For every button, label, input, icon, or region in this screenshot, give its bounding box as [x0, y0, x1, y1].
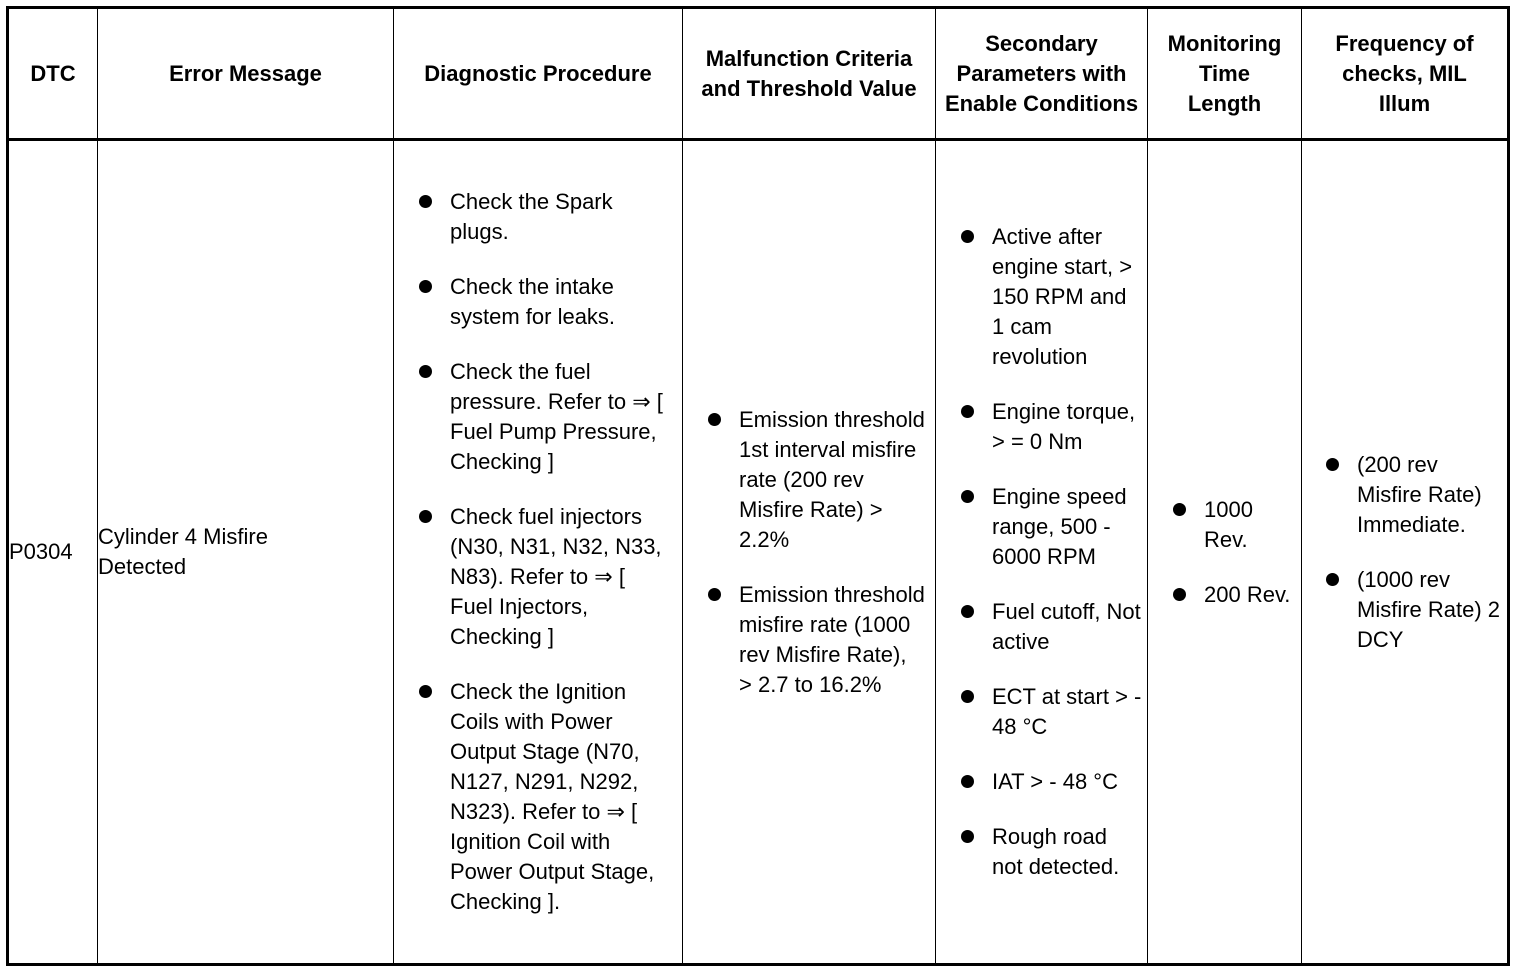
diagnostic-procedure-list — [394, 187, 672, 917]
bullet-icon — [419, 280, 432, 293]
list-item — [936, 482, 1143, 572]
list-item — [394, 357, 672, 477]
procedure-step: Check the Spark plugs. — [450, 189, 613, 244]
bullet-icon — [1326, 573, 1339, 586]
monitoring-item: 1000 Rev. — [1204, 496, 1253, 552]
bullet-icon — [961, 605, 974, 618]
parameter-item: IAT > - 48 °C — [992, 769, 1118, 794]
secondary-parameters-list — [936, 222, 1143, 882]
bullet-icon — [1173, 588, 1186, 601]
header-row — [8, 8, 1509, 140]
header-secondary-parameters: Secondary Parameters with Enable Conditions — [936, 8, 1148, 140]
parameter-item: Rough road not detected. — [992, 824, 1120, 879]
list-item — [936, 682, 1143, 742]
dtc-table — [6, 6, 1510, 966]
list-item — [1302, 450, 1503, 540]
dtc-code: P0304 — [8, 140, 98, 965]
bullet-icon — [961, 775, 974, 788]
monitoring-time-cell — [1148, 140, 1302, 965]
bullet-icon — [961, 405, 974, 418]
bullet-icon — [419, 365, 432, 378]
list-item — [1148, 495, 1295, 555]
parameter-item: Engine torque, > = 0 Nm — [992, 399, 1136, 454]
diagnostic-procedure-cell — [394, 140, 683, 965]
procedure-step: Check the intake system for leaks. — [450, 274, 616, 329]
header-frequency: Frequency of checks, MIL Illum — [1302, 8, 1509, 140]
criteria-item: Emission threshold misfire rate (1000 rev Misfire Rate), > 2.7 to 16.2% — [739, 581, 925, 697]
header-malfunction-criteria: Malfunction Criteria and Threshold Value — [683, 8, 936, 140]
frequency-item: (200 rev Misfire Rate) Immediate. — [1357, 451, 1482, 537]
bullet-icon — [708, 413, 721, 426]
monitoring-time-list — [1148, 495, 1295, 610]
list-item — [936, 397, 1143, 457]
list-item — [1302, 565, 1503, 655]
frequency-list — [1302, 450, 1503, 655]
bullet-icon — [419, 195, 432, 208]
error-message: Cylinder 4 Misfire Detected — [98, 140, 394, 965]
parameter-item: ECT at start > - 48 °C — [992, 684, 1142, 739]
header-monitoring-time: Monitoring Time Length — [1148, 8, 1302, 140]
list-item — [394, 502, 672, 652]
list-item — [936, 822, 1143, 882]
parameter-item: Engine speed range, 500 - 6000 RPM — [992, 484, 1127, 569]
bullet-icon — [708, 588, 721, 601]
frequency-item: (1000 rev Misfire Rate) 2 DCY — [1357, 566, 1501, 652]
list-item — [936, 767, 1143, 797]
bullet-icon — [961, 230, 974, 243]
procedure-step: Check the Ignition Coils with Power Output Stage (N70, N127, N291, N292, N323). Refer to ⇒ [ Ignition Coil with Power Output Stage, Checking ]. — [450, 679, 655, 914]
list-item — [683, 405, 925, 555]
bullet-icon — [1326, 458, 1339, 471]
procedure-step: Check fuel injectors (N30, N31, N32, N33, N83). Refer to ⇒ [ Fuel Injectors, Checking ] — [450, 504, 662, 649]
list-item — [683, 580, 925, 700]
list-item — [1148, 580, 1295, 610]
monitoring-item: 200 Rev. — [1204, 581, 1291, 607]
header-diagnostic-procedure: Diagnostic Procedure — [394, 8, 683, 140]
bullet-icon — [419, 685, 432, 698]
bullet-icon — [1173, 503, 1186, 516]
list-item — [936, 597, 1143, 657]
malfunction-criteria-cell — [683, 140, 936, 965]
list-item — [394, 187, 672, 247]
list-item — [394, 677, 672, 917]
bullet-icon — [961, 830, 974, 843]
list-item — [936, 222, 1143, 372]
parameter-item: Active after engine start, > 150 RPM and 1 cam revolution — [992, 224, 1133, 369]
bullet-icon — [961, 690, 974, 703]
bullet-icon — [961, 490, 974, 503]
bullet-icon — [419, 510, 432, 523]
frequency-cell — [1302, 140, 1509, 965]
parameter-item: Fuel cutoff, Not active — [992, 599, 1141, 654]
procedure-step: Check the fuel pressure. Refer to ⇒ [ Fuel Pump Pressure, Checking ] — [450, 359, 663, 474]
table-row — [8, 140, 1509, 965]
malfunction-criteria-list — [683, 405, 925, 700]
list-item — [394, 272, 672, 332]
header-error-message: Error Message — [98, 8, 394, 140]
criteria-item: Emission threshold 1st interval misfire rate (200 rev Misfire Rate) > 2.2% — [739, 406, 925, 552]
header-dtc: DTC — [8, 8, 98, 140]
secondary-parameters-cell — [936, 140, 1148, 965]
